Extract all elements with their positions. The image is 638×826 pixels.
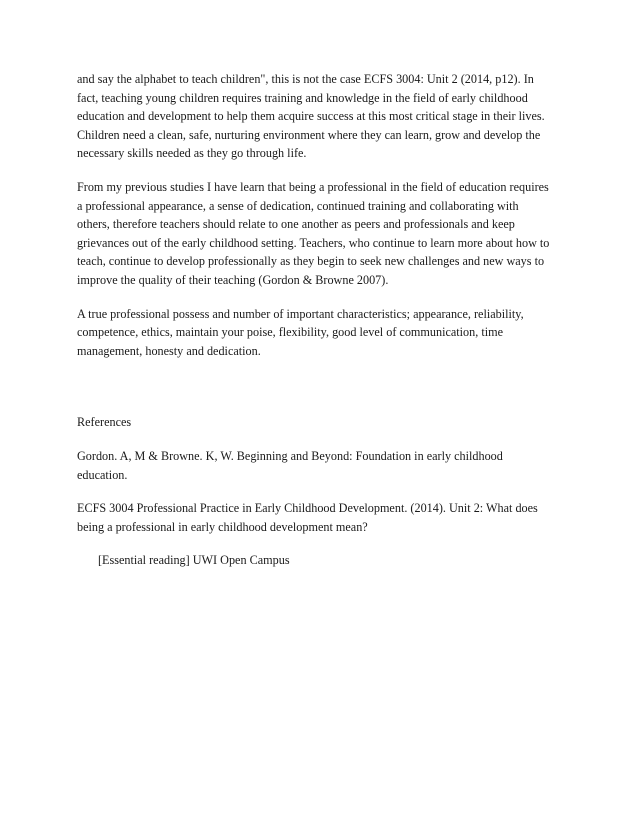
- reference-entry-1: [77, 447, 564, 484]
- references-heading: References: [77, 415, 132, 430]
- text-line: From my previous studies I have learn that being a professional in the field of education requires: [77, 179, 549, 194]
- text-line: grievances out of the early childhood setting. Teachers, who continue to learn more about how to: [77, 235, 550, 250]
- text-line: improve the quality of their teaching (Gordon & Browne 2007).: [77, 272, 389, 287]
- text-line: education and development to help them acquire success at this most critical stage in their lives.: [77, 109, 545, 124]
- text-line: and say the alphabet to teach children", this is not the case ECFS 3004: Unit 2 (2014, p12). In: [77, 72, 534, 86]
- reference-entry-2: [77, 499, 564, 536]
- text-line: necessary skills needed as they go through life.: [77, 146, 307, 161]
- text-line: a professional appearance, a sense of dedication, continued training and collaborating with: [77, 198, 519, 213]
- document-page: [77, 70, 564, 570]
- text-line: teach, continue to develop professionally as they begin to seek new challenges and new ways to: [77, 254, 545, 269]
- text-line: competence, ethics, maintain your poise, flexibility, good level of communication, time: [77, 325, 503, 340]
- text-line: Children need a clean, safe, nurturing environment where they can learn, grow and develop the: [77, 127, 541, 142]
- text-line: Gordon. A, M & Browne. K, W. Beginning and Beyond: Foundation in early childhood: [77, 448, 503, 463]
- text-line: management, honesty and dedication.: [77, 343, 261, 358]
- reference-note: [Essential reading] UWI Open Campus: [98, 553, 290, 568]
- paragraph-1: [77, 70, 564, 163]
- text-line: education.: [77, 467, 128, 482]
- text-line: being a professional in early childhood development mean?: [77, 519, 368, 534]
- text-line: fact, teaching young children requires training and knowledge in the field of early childhood: [77, 90, 528, 105]
- paragraph-2: [77, 178, 564, 290]
- text-line: A true professional possess and number of important characteristics; appearance, reliability,: [77, 306, 524, 321]
- text-line: ECFS 3004 Professional Practice in Early Childhood Development. (2014). Unit 2: What does: [77, 501, 538, 516]
- paragraph-3: [77, 305, 564, 361]
- text-line: others, therefore teachers should relate to one another as peers and professionals and keep: [77, 217, 515, 232]
